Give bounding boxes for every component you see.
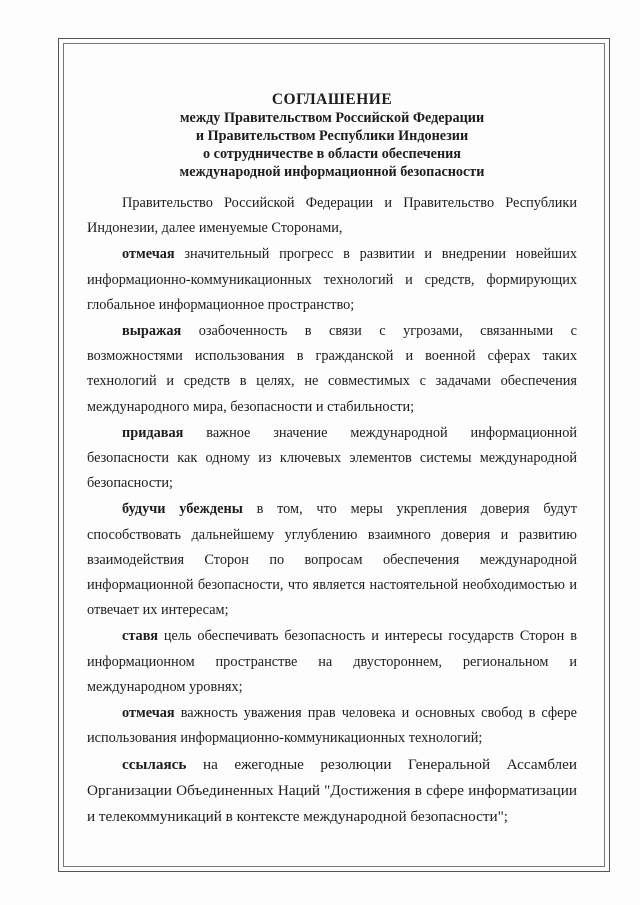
clause-paragraph	[87, 701, 577, 751]
clause-text: значительный прогресс в развитии и внедрении новейших информационно-коммуникационных технологий и средств, формирующих глобальное информационное пространство;	[87, 246, 577, 313]
document-title: СОГЛАШЕНИЕ	[271, 91, 393, 108]
subtitle-line: о сотрудничестве в области обеспечения	[203, 146, 461, 162]
clause-paragraph	[87, 319, 577, 420]
clause-text: цель обеспечивать безопасность и интересы государств Сторон в информационном пространстве на двустороннем, региональном и международном уровнях;	[87, 628, 577, 695]
clause-paragraph	[87, 497, 577, 623]
title-block	[87, 90, 577, 181]
clause-keyword: отмечая	[122, 246, 175, 263]
clause-paragraph	[87, 242, 577, 318]
clause-text: важность уважения прав человека и основных свобод в сфере использования информационно-коммуникационных технологий;	[87, 705, 577, 747]
subtitle-line: между Правительством Российской Федерации	[179, 110, 485, 126]
clause-text: озабоченность в связи с угрозами, связанными с возможностями использования в гражданской и военной сферах таких технологий и средств в целях, не совместимых с задачами обеспечения международного мира, безопасности и стабильности;	[87, 323, 577, 415]
clause-keyword: придавая	[122, 424, 184, 441]
clause-keyword: будучи убеждены	[122, 501, 243, 518]
clause-keyword: ставя	[122, 628, 158, 645]
document-body	[87, 90, 577, 831]
clause-text: важное значение международной информационной безопасности как одному из ключевых элементов системы международной безопасности;	[87, 424, 577, 492]
subtitle-line: и Правительством Республики Индонезии	[195, 128, 469, 144]
clause-keyword: выражая	[122, 323, 182, 340]
subtitle-line: международной информационной безопасности	[179, 164, 485, 180]
clause-keyword: ссылаясь	[122, 756, 187, 774]
clause-text: на ежегодные резолюции Генеральной Ассамблеи Организации Объединенных Наций "Достижения в сфере информатизации и телекоммуникаций в контексте международной безопасности";	[87, 756, 577, 826]
preamble-paragraph: Правительство Российской Федерации и Правительство Республики Индонезии, далее именуемые Сторонами,	[87, 195, 577, 237]
clause-paragraph	[87, 421, 577, 497]
clause-keyword: отмечая	[122, 705, 175, 722]
clause-paragraph	[87, 624, 577, 700]
clause-text: в том, что меры укрепления доверия будут способствовать дальнейшему углублению взаимного доверия и развитию взаимодействия Сторон по вопросам обеспечения международной информационной безопасности, что является настоятельной необходимостью и отвечает их интересам;	[87, 501, 577, 619]
clause-paragraph	[87, 752, 577, 830]
